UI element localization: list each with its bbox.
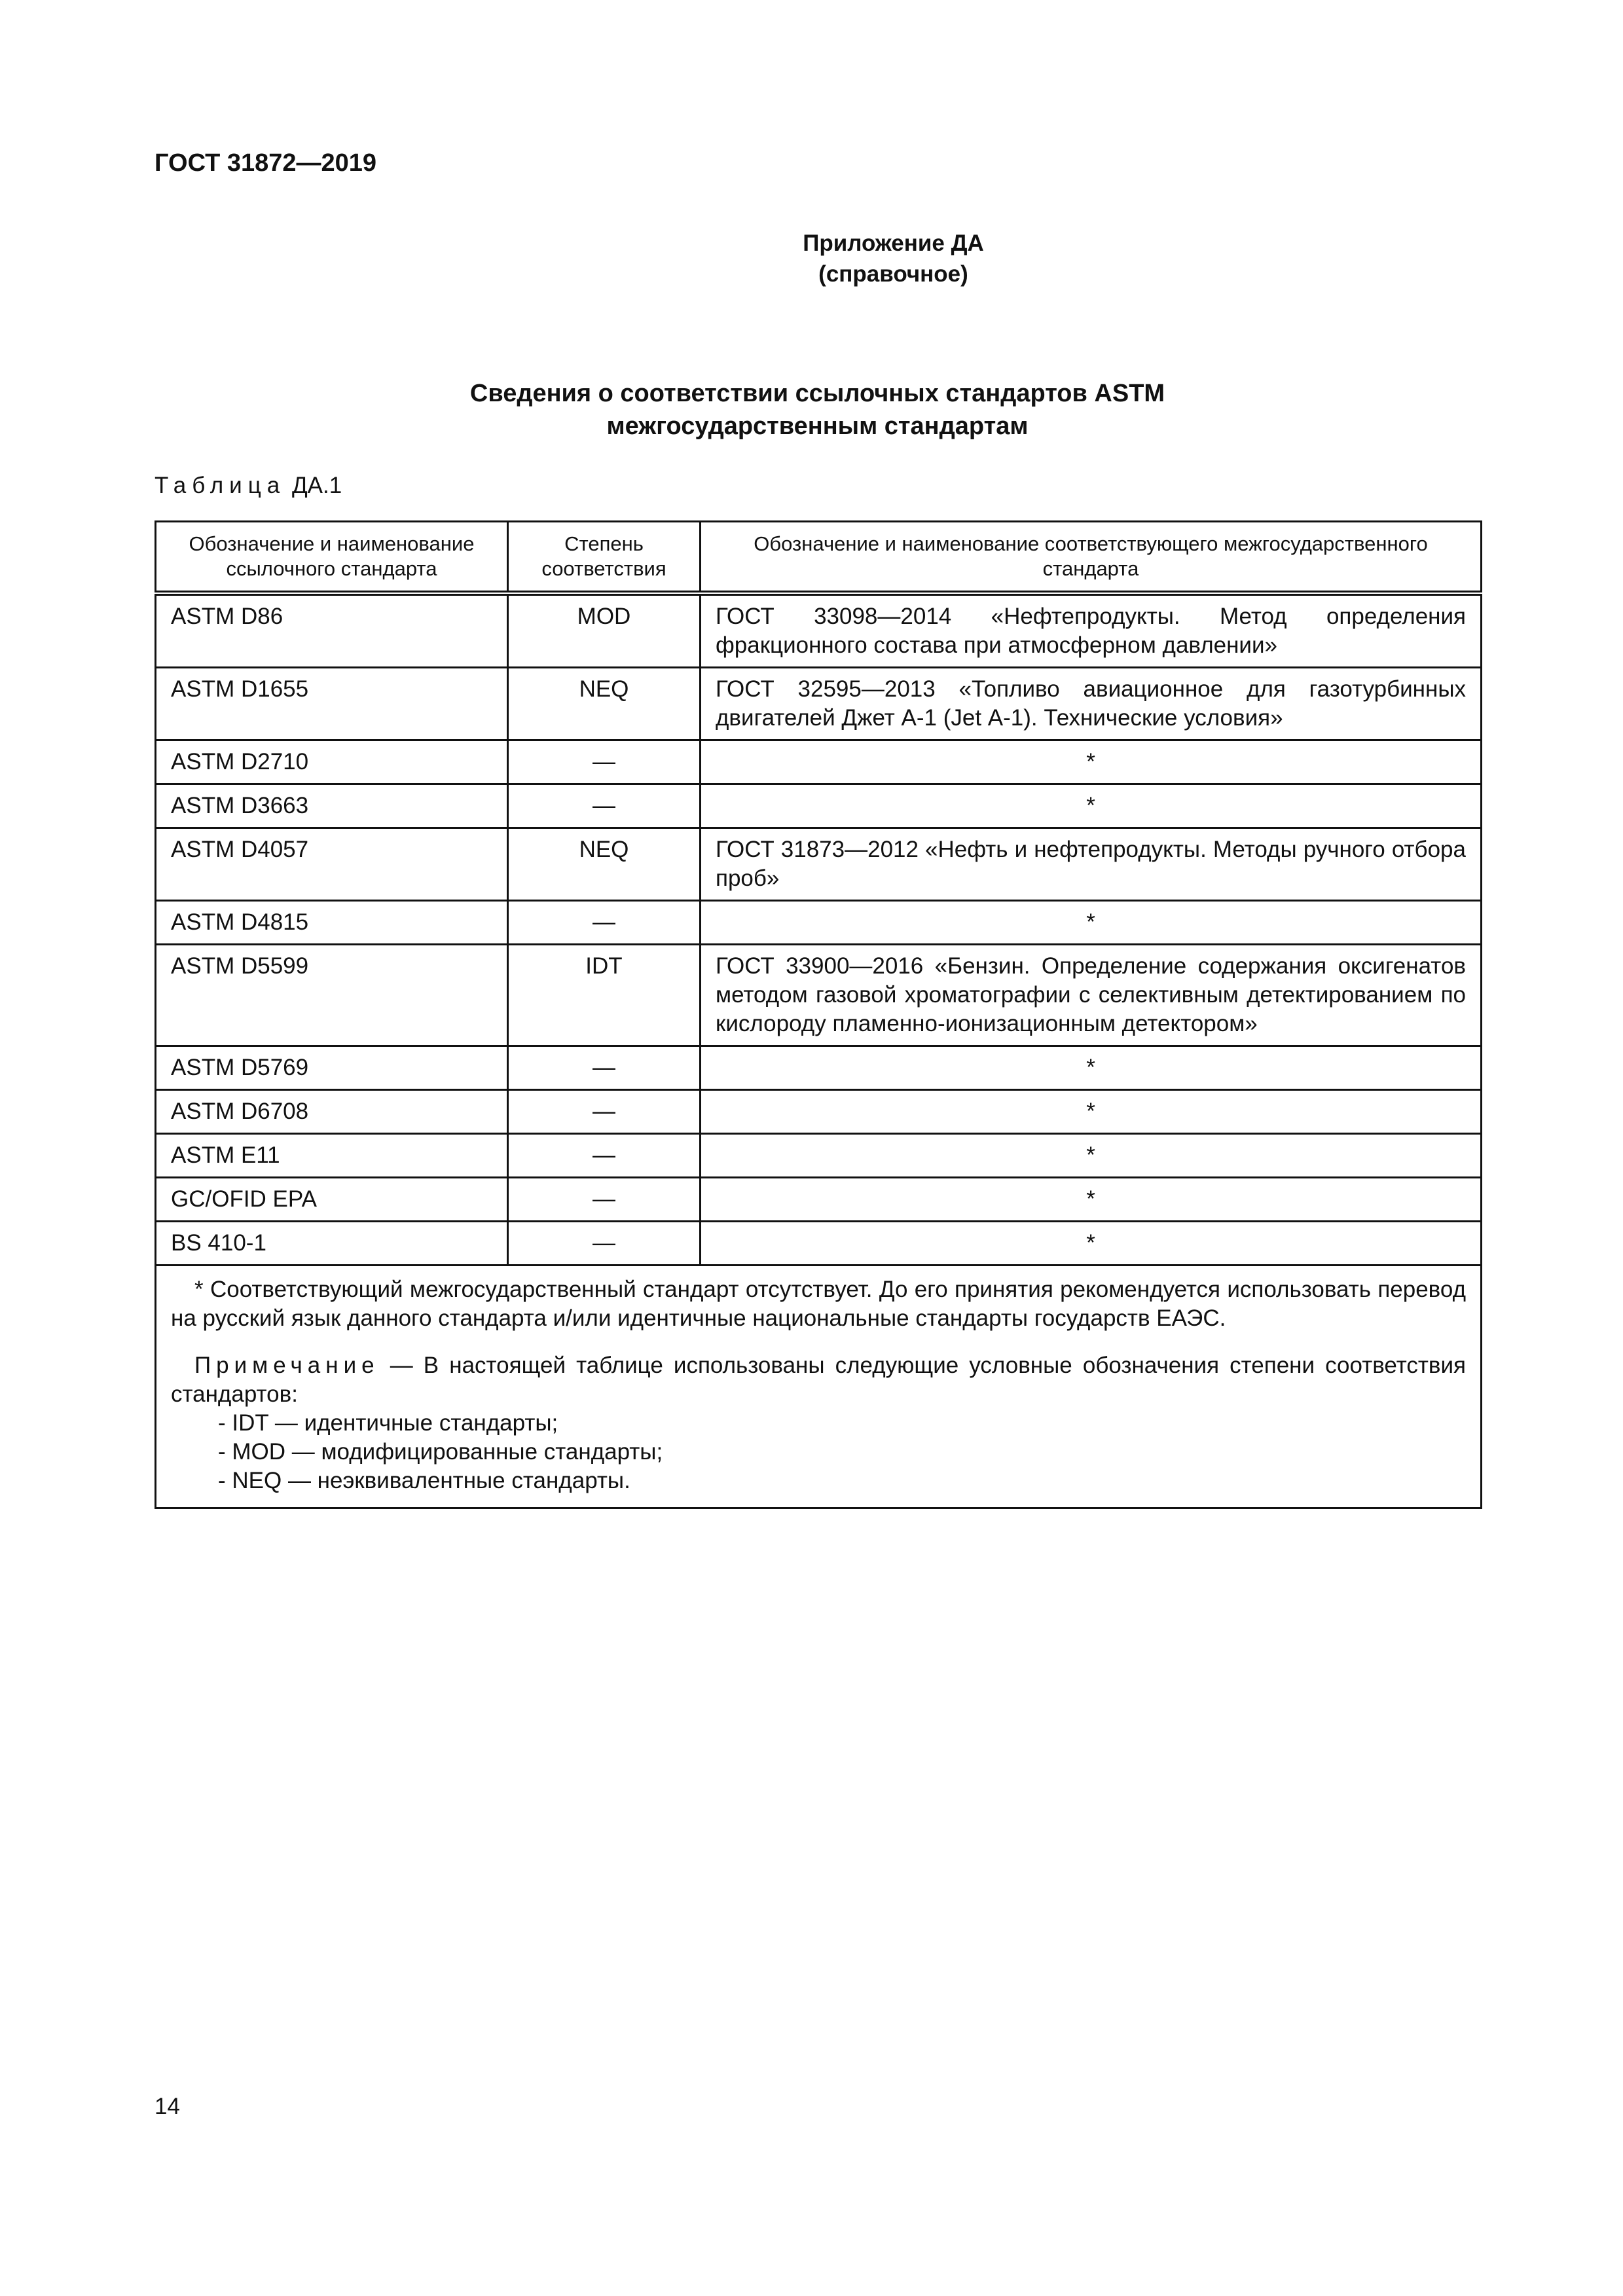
table-row: [156, 1222, 1482, 1266]
cell-interstate-standard: ГОСТ 31873—2012 «Нефть и нефтепродукты. Методы ручного отбора проб»: [701, 828, 1482, 901]
note-label: Примечание: [194, 1353, 380, 1378]
table-notes-row: [156, 1266, 1482, 1508]
cell-degree: MOD: [508, 593, 701, 668]
appendix-subtitle: (справочное): [818, 261, 968, 287]
appendix-title-block: [0, 228, 1623, 289]
cell-interstate-standard: *: [701, 901, 1482, 945]
column-header-interstate-standard: Обозначение и наименование соответствующего межгосударственного стандарта: [701, 522, 1482, 594]
section-heading: [155, 377, 1480, 443]
cell-degree: —: [508, 1046, 701, 1090]
note-list-item: - NEQ — неэквивалентные стандарты.: [218, 1468, 630, 1493]
cell-reference-code: ASTM D86: [156, 593, 508, 668]
cell-interstate-standard: *: [701, 1222, 1482, 1266]
note-text: — В настоящей таблице использованы следующие условные обозначения степени соответствия стандартов:: [171, 1353, 1466, 1407]
cell-reference-code: ASTM D5599: [156, 945, 508, 1046]
cell-interstate-standard: ГОСТ 32595—2013 «Топливо авиационное для газотурбинных двигателей Джет А-1 (Jet А-1). Технические условия»: [701, 668, 1482, 740]
table-row: [156, 901, 1482, 945]
table-header-row: [156, 522, 1482, 594]
table-note: [171, 1351, 1466, 1409]
table-row: [156, 784, 1482, 828]
table-row: [156, 945, 1482, 1046]
note-list: [171, 1409, 1466, 1495]
cell-interstate-standard: *: [701, 1178, 1482, 1222]
document-code: ГОСТ 31872—2019: [155, 149, 377, 177]
cell-reference-code: GC/OFID EPA: [156, 1178, 508, 1222]
cell-degree: —: [508, 1134, 701, 1178]
table-row: [156, 740, 1482, 784]
cell-degree: IDT: [508, 945, 701, 1046]
cell-reference-code: BS 410-1: [156, 1222, 508, 1266]
cell-degree: —: [508, 1222, 701, 1266]
cell-interstate-standard: *: [701, 1134, 1482, 1178]
cell-reference-code: ASTM D2710: [156, 740, 508, 784]
note-list-item: - IDT — идентичные стандарты;: [218, 1410, 558, 1436]
cell-reference-code: ASTM D6708: [156, 1090, 508, 1134]
table-caption: [155, 473, 342, 499]
cell-interstate-standard: ГОСТ 33900—2016 «Бензин. Определение содержания оксигенатов методом газовой хроматографии с селективным детектированием по кислороду пламенно-ионизационным детектором»: [701, 945, 1482, 1046]
column-header-degree: Степень соответствия: [508, 522, 701, 594]
table-row: [156, 668, 1482, 740]
cell-degree: NEQ: [508, 668, 701, 740]
column-header-reference-standard: Обозначение и наименование ссылочного стандарта: [156, 522, 508, 594]
table-row: [156, 1046, 1482, 1090]
table-row: [156, 1134, 1482, 1178]
cell-degree: —: [508, 740, 701, 784]
cell-interstate-standard: *: [701, 1090, 1482, 1134]
cell-degree: NEQ: [508, 828, 701, 901]
appendix-title: Приложение ДА: [803, 230, 984, 256]
cell-degree: —: [508, 901, 701, 945]
table-row: [156, 828, 1482, 901]
correspondence-table: [155, 520, 1482, 1509]
cell-reference-code: ASTM D1655: [156, 668, 508, 740]
table-row: [156, 1090, 1482, 1134]
cell-interstate-standard: *: [701, 1046, 1482, 1090]
page-number: 14: [155, 2094, 180, 2119]
table-row: [156, 593, 1482, 668]
cell-interstate-standard: *: [701, 740, 1482, 784]
table-caption-number: ДА.1: [291, 473, 342, 498]
cell-reference-code: ASTM D4815: [156, 901, 508, 945]
cell-degree: —: [508, 1090, 701, 1134]
cell-interstate-standard: ГОСТ 33098—2014 «Нефтепродукты. Метод определения фракционного состава при атмосферном давлении»: [701, 593, 1482, 668]
cell-interstate-standard: *: [701, 784, 1482, 828]
note-list-item: - MOD — модифицированные стандарты;: [218, 1439, 663, 1465]
table-footnote: * Соответствующий межгосударственный стандарт отсутствует. До его принятия рекомендуется использовать перевод на русский язык данного стандарта и/или идентичные национальные стандарты государств ЕАЭС.: [171, 1277, 1466, 1331]
table-caption-word: Таблица: [155, 473, 286, 498]
cell-reference-code: ASTM D3663: [156, 784, 508, 828]
cell-reference-code: ASTM D4057: [156, 828, 508, 901]
cell-reference-code: ASTM D5769: [156, 1046, 508, 1090]
cell-reference-code: ASTM E11: [156, 1134, 508, 1178]
cell-degree: —: [508, 1178, 701, 1222]
section-heading-line-1: Сведения о соответствии ссылочных стандартов ASTM: [469, 380, 1165, 407]
section-heading-line-2: межгосударственным стандартам: [606, 412, 1029, 440]
table-row: [156, 1178, 1482, 1222]
table-notes: [156, 1266, 1482, 1508]
cell-degree: —: [508, 784, 701, 828]
